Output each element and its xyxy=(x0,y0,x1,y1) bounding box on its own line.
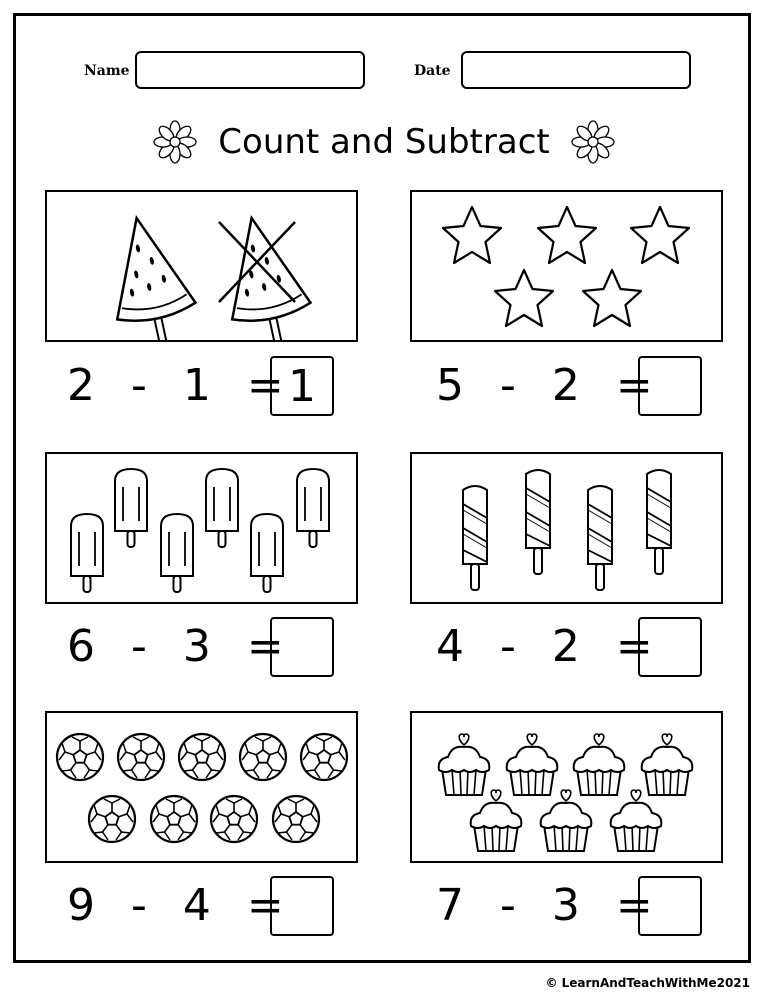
minuend: 2 xyxy=(67,360,95,411)
soccer-ball-icon xyxy=(240,734,286,780)
subtrahend: 4 xyxy=(182,880,211,931)
watermelon-icon xyxy=(97,210,201,340)
popsicle-icon xyxy=(115,469,147,547)
subtrahend: 2 xyxy=(551,360,580,411)
minuend: 5 xyxy=(436,360,464,411)
equation-2 xyxy=(436,356,653,416)
minus-sign: - xyxy=(131,621,147,672)
equation-6 xyxy=(436,876,653,936)
answer-box[interactable]: 1 xyxy=(270,356,334,416)
equation-5 xyxy=(67,876,284,936)
picture-box-cupcakes xyxy=(410,711,723,863)
equation-3 xyxy=(67,617,284,677)
picture-box-stars xyxy=(410,190,723,342)
cupcake-icon xyxy=(471,790,522,851)
picture-box-watermelon xyxy=(45,190,358,342)
subtrahend: 3 xyxy=(182,621,211,672)
answer-box[interactable] xyxy=(638,617,702,677)
flower-icon xyxy=(571,120,615,164)
minus-sign: - xyxy=(131,360,147,411)
cupcake-icon xyxy=(439,734,490,795)
page-title: Count and Subtract xyxy=(218,122,550,162)
equals-sign: = xyxy=(246,880,284,931)
picture-box-ice-pops xyxy=(410,452,723,604)
soccer-ball-icon xyxy=(57,734,103,780)
cupcake-icon xyxy=(574,734,625,795)
soccer-ball-icon xyxy=(89,796,135,842)
star-icon xyxy=(443,207,501,263)
minus-sign: - xyxy=(500,621,516,672)
minuend: 4 xyxy=(436,621,464,672)
soccer-ball-icon xyxy=(211,796,257,842)
star-icon xyxy=(583,270,641,326)
minuend: 6 xyxy=(67,621,95,672)
page-title-row xyxy=(0,120,768,164)
watermelon-icon xyxy=(212,210,316,340)
name-field[interactable] xyxy=(135,51,365,89)
cupcake-icon xyxy=(507,734,558,795)
equals-sign: = xyxy=(246,360,284,411)
ice-pop-icon xyxy=(647,470,671,574)
equals-sign: = xyxy=(615,621,653,672)
soccer-ball-icon xyxy=(179,734,225,780)
ice-pop-icon xyxy=(526,470,550,574)
popsicle-icon xyxy=(161,514,193,592)
picture-box-soccer-balls xyxy=(45,711,358,863)
answer-box[interactable] xyxy=(270,876,334,936)
minuend: 9 xyxy=(67,880,95,931)
date-field[interactable] xyxy=(461,51,691,89)
subtrahend: 1 xyxy=(182,360,211,411)
minus-sign: - xyxy=(500,880,516,931)
soccer-ball-icon xyxy=(273,796,319,842)
copyright-text: © LearnAndTeachWithMe2021 xyxy=(545,976,750,990)
answer-box[interactable] xyxy=(638,876,702,936)
equals-sign: = xyxy=(615,880,653,931)
subtrahend: 3 xyxy=(551,880,580,931)
popsicle-icon xyxy=(71,514,103,592)
minus-sign: - xyxy=(500,360,516,411)
star-icon xyxy=(538,207,596,263)
soccer-ball-icon xyxy=(151,796,197,842)
popsicle-icon xyxy=(251,514,283,592)
answer-box[interactable] xyxy=(638,356,702,416)
star-icon xyxy=(495,270,553,326)
popsicle-icon xyxy=(206,469,238,547)
answer-box[interactable] xyxy=(270,617,334,677)
soccer-ball-icon xyxy=(301,734,347,780)
picture-box-popsicles xyxy=(45,452,358,604)
date-label: Date xyxy=(414,63,451,79)
equals-sign: = xyxy=(246,621,284,672)
minus-sign: - xyxy=(131,880,147,931)
popsicle-icon xyxy=(297,469,329,547)
cupcake-icon xyxy=(642,734,693,795)
flower-icon xyxy=(153,120,197,164)
subtrahend: 2 xyxy=(551,621,580,672)
star-icon xyxy=(631,207,689,263)
minuend: 7 xyxy=(436,880,464,931)
cupcake-icon xyxy=(611,790,662,851)
ice-pop-icon xyxy=(588,486,612,590)
ice-pop-icon xyxy=(463,486,487,590)
equals-sign: = xyxy=(615,360,653,411)
soccer-ball-icon xyxy=(118,734,164,780)
equation-4 xyxy=(436,617,653,677)
equation-1 xyxy=(67,356,284,416)
name-label: Name xyxy=(84,63,130,79)
cupcake-icon xyxy=(541,790,592,851)
